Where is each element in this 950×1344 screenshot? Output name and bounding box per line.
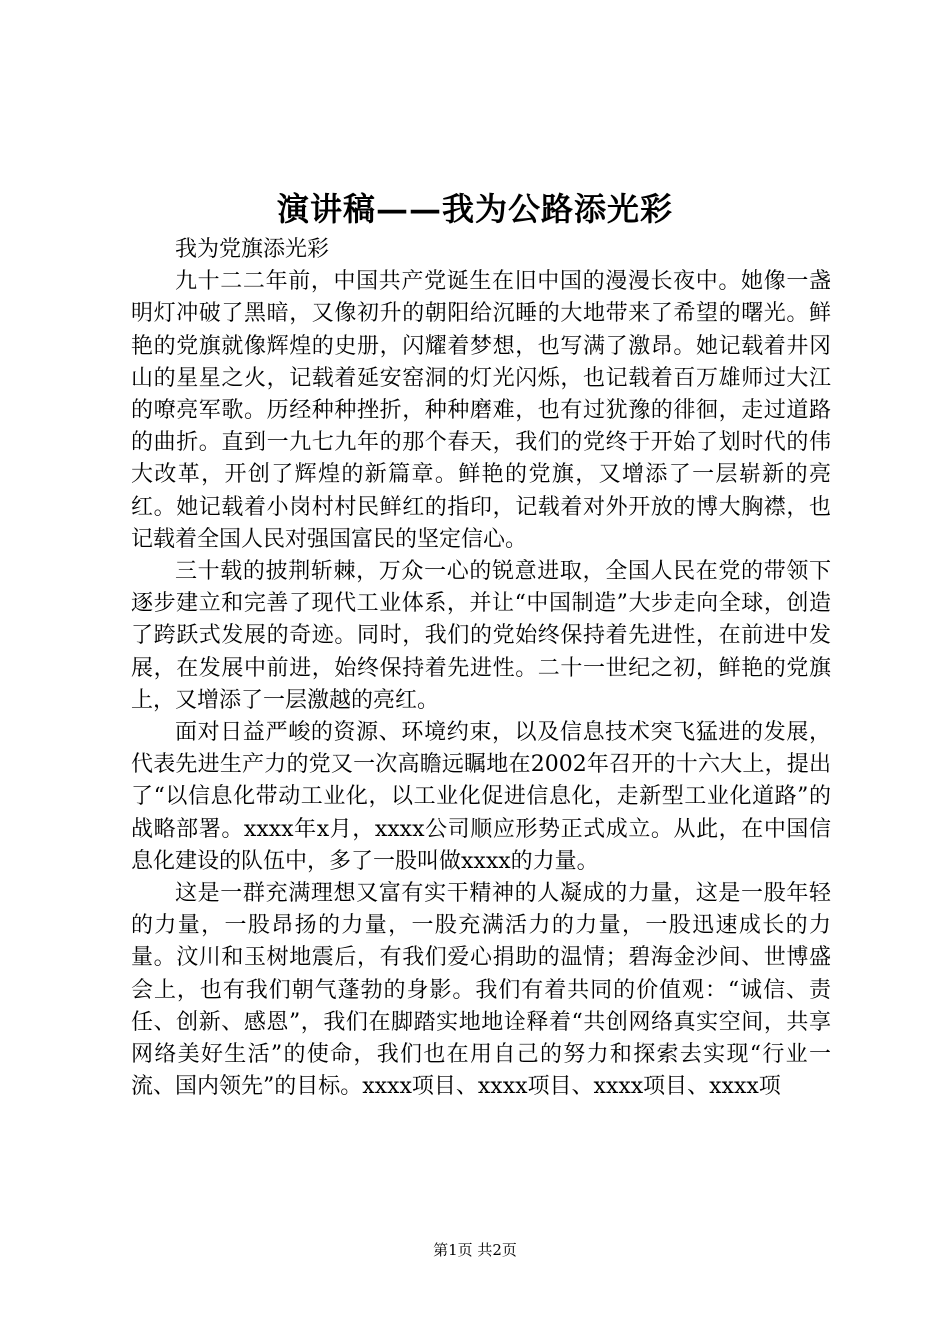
subtitle-line: 我为党旗添光彩 <box>175 237 330 262</box>
page-number-footer: 第1页 共2页 <box>433 1241 517 1259</box>
paragraph: 面对日益严峻的资源、环境约束，以及信息技术突飞猛进的发展，代表先进生产力的党又一次高瞻远瞩地在2002年召开的十六大上，提出了“以信息化带动工业化，以工业化促进信息化，走新型工业化道路”的战略部署。xxxx年x月，xxxx公司顺应形势正式成立。从此，在中国信息化建设的队伍中，多了一股叫做xxxx的力量。 <box>131 720 831 874</box>
paragraph: 九十二二年前，中国共产党诞生在旧中国的漫漫长夜中。她像一盏明灯冲破了黑暗，又像初升的朝阳给沉睡的大地带来了希望的曙光。鲜艳的党旗就像辉煌的史册，闪耀着梦想，也写满了激昂。她记载着井冈山的星星之火，记载着延安窑洞的灯光闪烁，也记载着百万雄师过大江的嘹亮军歌。历经种种挫折，种种磨难，也有过犹豫的徘徊，走过道路的曲折。直到一九七九年的那个春天，我们的党终于开始了划时代的伟大改革，开创了辉煌的新篇章。鲜艳的党旗，又增添了一层崭新的亮红。她记载着小岗村村民鲜红的指印，记载着对外开放的博大胸襟，也记载着全国人民对强国富民的坚定信心。 <box>131 269 831 552</box>
document-title: 演讲稿——我为公路添光彩 <box>276 190 673 228</box>
paragraph: 这是一群充满理想又富有实干精神的人凝成的力量，这是一股年轻的力量，一股昂扬的力量，一股充满活力的力量，一股迅速成长的力量。汶川和玉树地震后，有我们爱心捐助的温情；碧海金沙间、世博盛会上，也有我们朝气蓬勃的身影。我们有着共同的价值观：“诚信、责任、创新、感恩”，我们在脚踏实地地诠释着“共创网络真实空间，共享网络美好生活”的使命，我们也在用自己的努力和探索去实现“行业一流、国内领先”的目标。xxxx项目、xxxx项目、xxxx项目、xxxx项 <box>131 881 831 1100</box>
document-body <box>131 234 831 1103</box>
paragraph: 三十载的披荆斩棘，万众一心的锐意进取，全国人民在党的带领下逐步建立和完善了现代工业体系，并让“中国制造”大步走向全球，创造了跨跃式发展的奇迹。同时，我们的党始终保持着先进性，在前进中发展，在发展中前进，始终保持着先进性。二十一世纪之初，鲜艳的党旗上，又增添了一层激越的亮红。 <box>131 559 831 713</box>
